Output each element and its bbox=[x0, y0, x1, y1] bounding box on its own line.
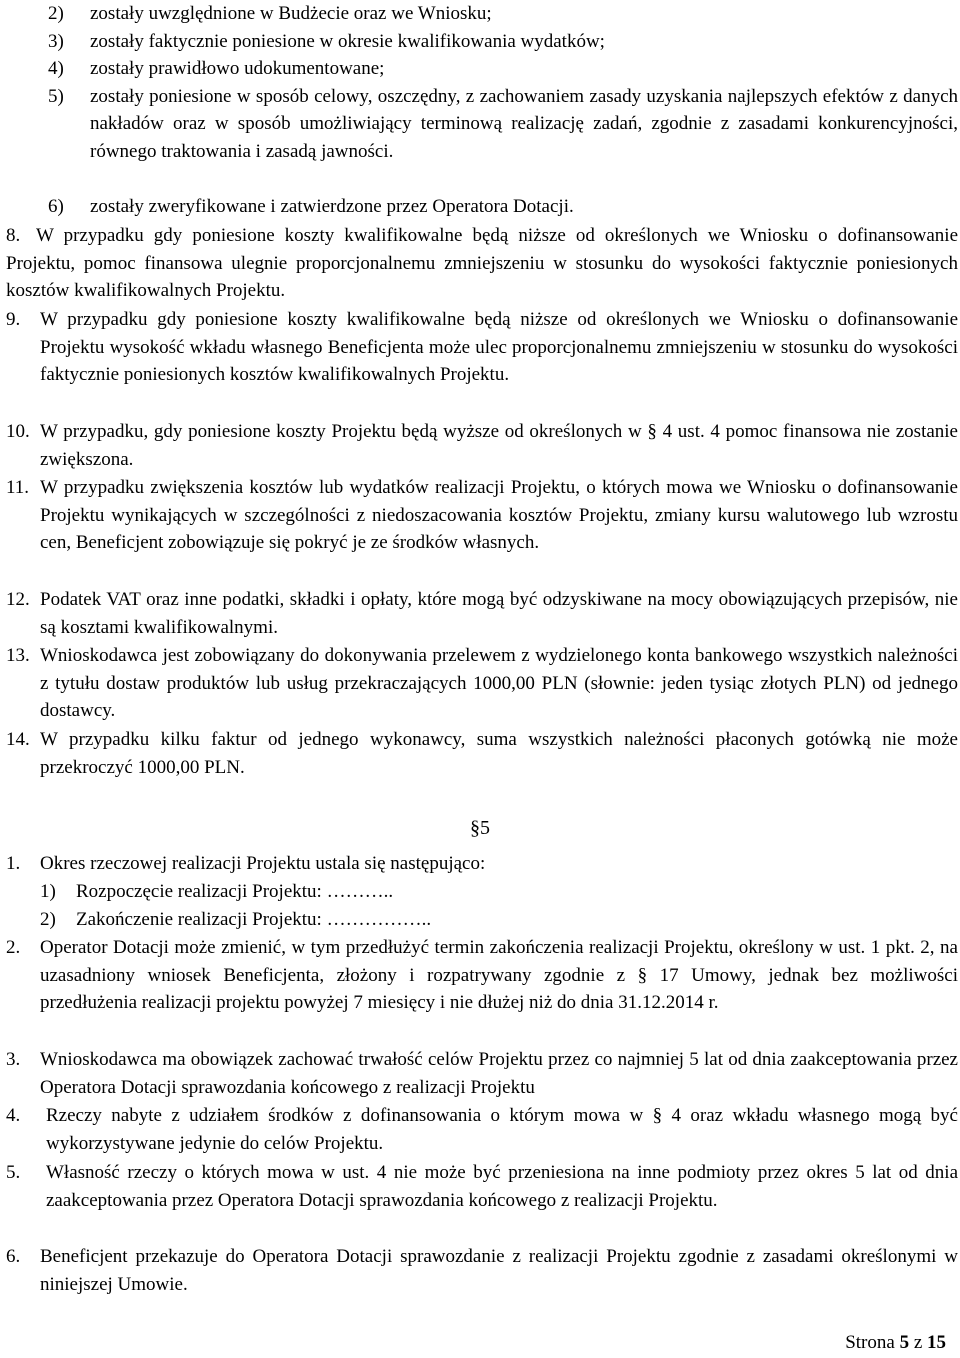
paragraph-text: Wnioskodawca ma obowiązek zachować trwałość celów Projektu przez co najmniej 5 lat od dnia zaakceptowania przez Operatora Dotacji sprawozdania końcowego z realizacji Projektu bbox=[40, 1049, 958, 1098]
paragraph-item bbox=[6, 418, 958, 473]
list-item bbox=[48, 55, 958, 83]
sub-list-text: Rozpoczęcie realizacji Projektu: ……….. bbox=[76, 881, 394, 902]
paragraph-item bbox=[6, 1046, 958, 1101]
paragraph-item bbox=[6, 934, 958, 1017]
list-number: 2) bbox=[48, 3, 64, 24]
paragraph-text: Beneficjent przekazuje do Operatora Dotacji sprawozdanie z realizacji Projektu zgodnie z zasadami określonymi w niniejszej Umowie. bbox=[40, 1246, 958, 1295]
paragraph-text: W przypadku kilku faktur od jednego wykonawcy, suma wszystkich należności płaconych gotówką nie może przekroczyć 1000,00 PLN. bbox=[40, 729, 958, 778]
paragraph-text: W przypadku gdy poniesione koszty kwalifikowalne będą niższe od określonych we Wniosku o dofinansowanie Projektu wysokość wkładu własnego Beneficjenta może ulec proporcjonalnemu zmniejszeniu w stosunku do wysokości faktycznie poniesionych kosztów kwalifikowalnych Projektu. bbox=[40, 309, 958, 385]
paragraph-number: 13. bbox=[6, 645, 30, 666]
list-item bbox=[48, 28, 958, 56]
paragraph-item bbox=[6, 1159, 958, 1214]
page-counter-current: 5 bbox=[899, 1332, 910, 1353]
sub-list-number: 1) bbox=[40, 881, 56, 902]
sub-list-text: Zakończenie realizacji Projektu: …………….. bbox=[76, 909, 432, 930]
list-number: 4) bbox=[48, 58, 64, 79]
paragraph-item bbox=[6, 306, 958, 389]
list-text: zostały faktycznie poniesione w okresie kwalifikowania wydatków; bbox=[90, 30, 605, 52]
page-counter-separator: z bbox=[909, 1332, 927, 1353]
list-number: 6) bbox=[48, 195, 64, 217]
paragraph-number: 8. bbox=[6, 225, 21, 246]
page-counter-prefix: Strona bbox=[845, 1332, 900, 1353]
paragraph-text: Rzeczy nabyte z udziałem środków z dofinansowania o którym mowa w § 4 oraz wkładu własnego mogą być wykorzystywane jedynie do celów Projektu. bbox=[46, 1105, 958, 1154]
sub-list-number: 2) bbox=[40, 909, 56, 930]
paragraph-number: 4. bbox=[6, 1105, 21, 1126]
list-text: zostały prawidłowo udokumentowane; bbox=[90, 58, 385, 79]
sub-list-item bbox=[40, 878, 940, 906]
paragraph-item bbox=[6, 586, 958, 641]
paragraph-text: Wnioskodawca jest zobowiązany do dokonywania przelewem z wydzielonego konta bankowego wszystkich należności z tytułu dostaw produktów lub usług przekraczających 1000,00 PLN (słownie: jeden tysiąc złotych PLN) od jednego dostawcy. bbox=[40, 645, 958, 721]
list-number: 3) bbox=[48, 30, 64, 52]
paragraph-number: 9. bbox=[6, 309, 21, 330]
list-number: 5) bbox=[48, 85, 64, 107]
paragraph-item bbox=[6, 1243, 958, 1298]
paragraph-number: 1. bbox=[6, 853, 21, 874]
paragraph-item bbox=[6, 222, 958, 305]
list-item bbox=[48, 0, 958, 28]
paragraph-item bbox=[6, 1102, 958, 1157]
paragraph-number: 10. bbox=[6, 421, 30, 442]
page-counter bbox=[845, 1331, 946, 1355]
list-text: zostały poniesione w sposób celowy, oszczędny, z zachowaniem zasady uzyskania najlepszych efektów z danych nakładów oraz w sposób umożliwiający terminową realizację zadań, zgodnie z zasadami konkurencyjności, równego traktowania i zasadą jawności. bbox=[90, 85, 958, 162]
paragraph-text: Okres rzeczowej realizacji Projektu ustala się następująco: bbox=[40, 853, 486, 874]
list-text: zostały zweryfikowane i zatwierdzone przez Operatora Dotacji. bbox=[90, 195, 574, 217]
paragraph-text: W przypadku gdy poniesione koszty kwalifikowalne będą niższe od określonych we Wniosku o dofinansowanie Projektu, pomoc finansowa ulegnie proporcjonalnemu zmniejszeniu w stosunku do wysokości faktycznie poniesionych kosztów kwalifikowalnych Projektu. bbox=[6, 225, 958, 301]
sub-list-item bbox=[40, 906, 940, 934]
paragraph-item bbox=[6, 474, 958, 557]
paragraph-number: 6. bbox=[6, 1246, 21, 1267]
paragraph-number: 12. bbox=[6, 589, 30, 610]
paragraph-item bbox=[6, 726, 958, 781]
paragraph-number: 11. bbox=[6, 477, 30, 498]
paragraph-text: Własność rzeczy o których mowa w ust. 4 nie może być przeniesiona na inne podmioty przez okres 5 lat od dnia zaakceptowania przez Operatora Dotacji sprawozdania końcowego z realizacji Projektu. bbox=[46, 1162, 958, 1211]
paragraph-text: Podatek VAT oraz inne podatki, składki i opłaty, które mogą być odzyskiwane na mocy obowiązujących przepisów, nie są kosztami kwalifikowalnymi. bbox=[40, 589, 958, 638]
page-counter-total: 15 bbox=[927, 1332, 946, 1353]
list-item bbox=[48, 83, 958, 166]
paragraph-item bbox=[6, 850, 958, 878]
paragraph-item bbox=[6, 642, 958, 725]
section-heading: §5 bbox=[470, 817, 490, 839]
paragraph-number: 14. bbox=[6, 729, 30, 750]
paragraph-text: W przypadku zwiększenia kosztów lub wydatków realizacji Projektu, o których mowa we Wniosku o dofinansowanie Projektu wynikających w szczególności z niedoszacowania kosztów Projektu, zmiany kursu walutowego lub wzrostu cen, Beneficjent zobowiązuje się pokryć je ze środków własnych. bbox=[40, 477, 958, 553]
paragraph-text: W przypadku, gdy poniesione koszty Projektu będą wyższe od określonych w § 4 ust. 4 pomoc finansowa nie zostanie zwiększona. bbox=[40, 421, 958, 470]
paragraph-number: 2. bbox=[6, 937, 21, 958]
paragraph-number: 5. bbox=[6, 1162, 21, 1183]
list-item bbox=[48, 193, 958, 221]
list-text: zostały uwzględnione w Budżecie oraz we Wniosku; bbox=[90, 3, 492, 24]
paragraph-number: 3. bbox=[6, 1049, 21, 1070]
paragraph-text: Operator Dotacji może zmienić, w tym przedłużyć termin zakończenia realizacji Projektu, określony w ust. 1 pkt. 2, na uzasadniony wniosek Beneficjenta, złożony i rozpatrywany zgodnie z § 17 Umowy, jednak bez możliwości przedłużenia realizacji projektu powyżej 7 miesięcy i nie dłużej niż do dnia 31.12.2014 r. bbox=[40, 937, 958, 1013]
